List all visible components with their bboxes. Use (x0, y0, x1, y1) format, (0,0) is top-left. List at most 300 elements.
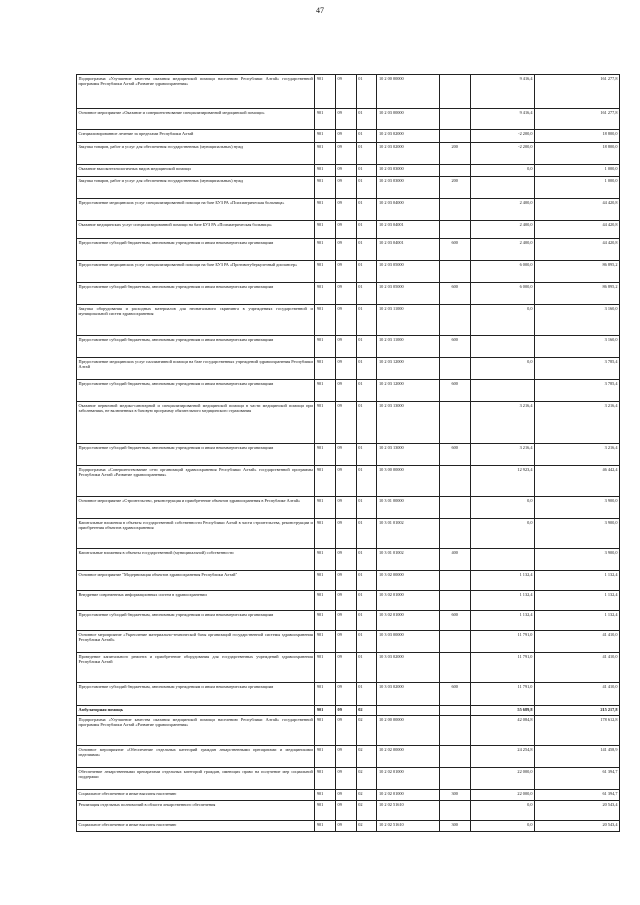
row-section-cell: 09 (336, 768, 357, 790)
row-expense-type-cell: 600 (439, 444, 470, 466)
table-row (77, 549, 620, 571)
row-expense-type-cell (439, 519, 470, 549)
row-change-amount-cell: 9 416,4 (470, 75, 534, 109)
row-total-amount-cell: 41 410,0 (534, 683, 619, 706)
row-subsection-cell: 01 (356, 109, 377, 130)
row-ministry-code-cell: 901 (315, 466, 336, 497)
row-total-amount-cell: 3 900,0 (534, 519, 619, 549)
row-expense-type-cell (439, 706, 470, 716)
row-section-cell: 09 (336, 380, 357, 402)
row-target-article-cell: 10 2 02 51610 (377, 801, 439, 821)
row-total-amount-cell: 20 543,4 (534, 821, 619, 832)
row-ministry-code-cell: 901 (315, 801, 336, 821)
row-total-amount-cell: 1 000,0 (534, 177, 619, 199)
row-ministry-code-cell: 901 (315, 358, 336, 380)
table-row (77, 768, 620, 790)
row-subsection-cell: 01 (356, 239, 377, 261)
row-section-cell: 09 (336, 591, 357, 611)
table-row (77, 821, 620, 832)
row-section-cell: 09 (336, 165, 357, 177)
row-total-amount-cell: 86 895,2 (534, 283, 619, 305)
table-row (77, 165, 620, 177)
row-total-amount-cell: 3 785,4 (534, 380, 619, 402)
row-subsection-cell: 01 (356, 305, 377, 336)
table-row (77, 611, 620, 631)
row-target-article-cell: 10 2 03 04001 (377, 221, 439, 239)
row-section-cell: 09 (336, 549, 357, 571)
row-target-article-cell: 10 3 00 00000 (377, 466, 439, 497)
row-subsection-cell: 01 (356, 444, 377, 466)
table-row (77, 653, 620, 683)
row-total-amount-cell: 3 900,0 (534, 497, 619, 519)
row-change-amount-cell: -2 200,0 (470, 130, 534, 143)
row-target-article-cell: 10 2 02 00000 (377, 746, 439, 768)
row-total-amount-cell: 215 217,8 (534, 706, 619, 716)
row-name-cell: Предоставление субсидий бюджетным, автономным учреждениям и иным некоммерческим организациям (77, 380, 315, 402)
row-expense-type-cell (439, 402, 470, 444)
row-section-cell: 09 (336, 519, 357, 549)
table-row (77, 571, 620, 591)
row-change-amount-cell: 11 791,0 (470, 683, 534, 706)
row-subsection-cell: 01 (356, 143, 377, 165)
row-change-amount-cell: 1 132,4 (470, 611, 534, 631)
row-target-article-cell: 10 2 03 02000 (377, 143, 439, 165)
row-target-article-cell: 10 2 03 05000 (377, 261, 439, 283)
row-total-amount-cell: 3 785,4 (534, 358, 619, 380)
row-target-article-cell: 10 3 01 01002 (377, 519, 439, 549)
row-name-cell: Внедрение современных информационных систем в здравоохранении (77, 591, 315, 611)
row-change-amount-cell: 3 216,4 (470, 402, 534, 444)
page-number: 47 (316, 6, 324, 15)
row-ministry-code-cell: 901 (315, 706, 336, 716)
row-expense-type-cell: 600 (439, 380, 470, 402)
row-ministry-code-cell: 901 (315, 716, 336, 746)
row-name-cell: Основное мероприятие «Строительство, реконструкция и приобретение объектов здравоохранения в Республике Алтай» (77, 497, 315, 519)
row-section-cell: 09 (336, 683, 357, 706)
row-section-cell: 09 (336, 261, 357, 283)
row-subsection-cell: 02 (356, 746, 377, 768)
row-ministry-code-cell: 901 (315, 239, 336, 261)
row-name-cell: Проведение капитального ремонта и приобретение оборудования для государственных учреждений здравоохранения Республики Алтай (77, 653, 315, 683)
row-ministry-code-cell: 901 (315, 199, 336, 221)
row-subsection-cell: 02 (356, 768, 377, 790)
row-ministry-code-cell: 901 (315, 75, 336, 109)
row-total-amount-cell: 41 410,0 (534, 631, 619, 653)
row-ministry-code-cell: 901 (315, 746, 336, 768)
table-row (77, 109, 620, 130)
row-name-cell: Закупка товаров, работ и услуг для обеспечения государственных (муниципальных) нужд (77, 177, 315, 199)
row-change-amount-cell: 0,0 (470, 801, 534, 821)
row-expense-type-cell (439, 75, 470, 109)
row-expense-type-cell (439, 261, 470, 283)
row-target-article-cell: 10 2 03 03000 (377, 177, 439, 199)
row-section-cell: 09 (336, 130, 357, 143)
row-target-article-cell: 10 2 00 00000 (377, 716, 439, 746)
row-expense-type-cell: 200 (439, 177, 470, 199)
row-change-amount-cell: 42 084,8 (470, 716, 534, 746)
table-row (77, 75, 620, 109)
row-subsection-cell: 01 (356, 165, 377, 177)
table-row (77, 283, 620, 305)
table-row (77, 261, 620, 283)
row-subsection-cell: 01 (356, 653, 377, 683)
row-change-amount-cell: 22 000,0 (470, 768, 534, 790)
table-row (77, 143, 620, 165)
row-ministry-code-cell: 901 (315, 571, 336, 591)
row-subsection-cell: 02 (356, 821, 377, 832)
row-change-amount-cell: 0,0 (470, 305, 534, 336)
row-expense-type-cell: 600 (439, 283, 470, 305)
row-ministry-code-cell: 901 (315, 261, 336, 283)
row-expense-type-cell (439, 768, 470, 790)
row-section-cell: 09 (336, 571, 357, 591)
row-target-article-cell: 10 2 03 04000 (377, 199, 439, 221)
row-expense-type-cell (439, 109, 470, 130)
row-subsection-cell: 01 (356, 358, 377, 380)
table-row (77, 706, 620, 716)
row-ministry-code-cell: 901 (315, 653, 336, 683)
row-change-amount-cell: 2 400,0 (470, 239, 534, 261)
row-name-cell: Оказание медицинских услуг специализированной помощи на базе БУЗ РА «Психиатрическая больница» (77, 221, 315, 239)
row-section-cell: 09 (336, 631, 357, 653)
row-expense-type-cell: 600 (439, 683, 470, 706)
row-name-cell: Предоставление субсидий бюджетным, автономным учреждениям и иным некоммерческим организациям (77, 336, 315, 358)
table-row (77, 239, 620, 261)
row-name-cell: Подпрограмма «Совершенствование сети организаций здравоохранения Республики Алтай» государственной программы Республики Алтай «Развитие здравоохранения» (77, 466, 315, 497)
row-total-amount-cell: 20 543,4 (534, 801, 619, 821)
row-expense-type-cell (439, 631, 470, 653)
row-ministry-code-cell: 901 (315, 444, 336, 466)
row-ministry-code-cell: 901 (315, 177, 336, 199)
row-section-cell: 09 (336, 75, 357, 109)
table-row (77, 380, 620, 402)
row-change-amount-cell: 0,0 (470, 497, 534, 519)
row-section-cell: 09 (336, 221, 357, 239)
row-target-article-cell: 10 2 03 11000 (377, 336, 439, 358)
row-section-cell: 09 (336, 143, 357, 165)
row-name-cell: Подпрограмма «Улучшение качества оказания медицинской помощи населению Республики Алтай» государственной программы Республики Алтай «Развитие здравоохранения» (77, 716, 315, 746)
row-subsection-cell: 01 (356, 591, 377, 611)
row-subsection-cell: 01 (356, 549, 377, 571)
row-target-article-cell: 10 2 03 13000 (377, 402, 439, 444)
table-row (77, 790, 620, 801)
row-change-amount-cell: 24 254,8 (470, 746, 534, 768)
row-ministry-code-cell: 901 (315, 109, 336, 130)
row-change-amount-cell: 22 000,0 (470, 790, 534, 801)
row-total-amount-cell: 1 132,4 (534, 611, 619, 631)
row-target-article-cell: 10 3 02 01000 (377, 591, 439, 611)
row-name-cell: Основное мероприятие «Оказание и совершенствование специализированной медицинской помощи» (77, 109, 315, 130)
row-total-amount-cell: 18 800,0 (534, 143, 619, 165)
row-total-amount-cell: 3 216,4 (534, 444, 619, 466)
row-change-amount-cell: 1 132,4 (470, 591, 534, 611)
row-subsection-cell: 01 (356, 402, 377, 444)
row-name-cell: Основное мероприятие «Обеспечение отдельных категорий граждан лекарственными препаратами и медицинскими изделиями» (77, 746, 315, 768)
row-subsection-cell: 02 (356, 706, 377, 716)
row-target-article-cell: 10 3 02 00000 (377, 571, 439, 591)
row-change-amount-cell: 11 791,0 (470, 653, 534, 683)
row-ministry-code-cell: 901 (315, 165, 336, 177)
table-row (77, 199, 620, 221)
row-expense-type-cell: 400 (439, 549, 470, 571)
row-section-cell: 09 (336, 716, 357, 746)
row-name-cell: Социальное обеспечение и иные выплаты населению (77, 790, 315, 801)
row-name-cell: Закупка оборудования и расходных материалов для неонатального скрининга в учреждениях государственной и муниципальной систем здравоохранения (77, 305, 315, 336)
row-expense-type-cell (439, 221, 470, 239)
row-total-amount-cell: 44 420,8 (534, 221, 619, 239)
row-section-cell: 09 (336, 801, 357, 821)
row-section-cell: 09 (336, 358, 357, 380)
row-subsection-cell: 01 (356, 571, 377, 591)
row-name-cell: Оказание первичной медико-санитарной и специализированной медицинской помощи в части медицинской помощи при заболеваниях, не включенных в базовую программу обязательного медицинского страхования (77, 402, 315, 444)
row-expense-type-cell: 600 (439, 336, 470, 358)
table-row (77, 519, 620, 549)
row-change-amount-cell (470, 336, 534, 358)
row-target-article-cell: 10 2 03 11000 (377, 305, 439, 336)
row-total-amount-cell: 61 394,7 (534, 790, 619, 801)
table-row (77, 221, 620, 239)
row-subsection-cell: 02 (356, 790, 377, 801)
row-section-cell: 09 (336, 305, 357, 336)
row-name-cell: Подпрограмма «Улучшение качества оказания медицинской помощи населению Республики Алтай» государственной программы Республики Алтай «Развитие здравоохранения» (77, 75, 315, 109)
row-section-cell: 09 (336, 177, 357, 199)
row-target-article-cell: 10 2 03 02000 (377, 130, 439, 143)
row-name-cell: Специализированное лечение за пределами Республики Алтай (77, 130, 315, 143)
row-section-cell: 09 (336, 402, 357, 444)
row-target-article-cell (377, 706, 439, 716)
row-total-amount-cell: 61 394,7 (534, 768, 619, 790)
row-name-cell: Предоставление субсидий бюджетным, автономным учреждениям и иным некоммерческим организациям (77, 611, 315, 631)
row-name-cell: Предоставление медицинских услуг паллиативной помощи на базе государственных учреждений здравоохранения Республики Алтай (77, 358, 315, 380)
row-section-cell: 09 (336, 283, 357, 305)
row-subsection-cell: 01 (356, 519, 377, 549)
row-ministry-code-cell: 901 (315, 549, 336, 571)
row-target-article-cell: 10 2 02 51610 (377, 821, 439, 832)
row-target-article-cell: 10 2 03 12000 (377, 380, 439, 402)
row-change-amount-cell: 0,0 (470, 358, 534, 380)
row-subsection-cell: 01 (356, 221, 377, 239)
table-row (77, 591, 620, 611)
row-expense-type-cell (439, 653, 470, 683)
row-change-amount-cell: 6 000,0 (470, 261, 534, 283)
row-total-amount-cell: 161 277,8 (534, 75, 619, 109)
budget-table (76, 74, 620, 832)
row-ministry-code-cell: 901 (315, 130, 336, 143)
row-section-cell: 09 (336, 497, 357, 519)
row-subsection-cell: 01 (356, 380, 377, 402)
row-total-amount-cell: 1 132,4 (534, 571, 619, 591)
row-section-cell: 09 (336, 790, 357, 801)
table-row (77, 444, 620, 466)
row-expense-type-cell: 600 (439, 239, 470, 261)
table-row (77, 746, 620, 768)
row-change-amount-cell: 3 216,4 (470, 444, 534, 466)
row-target-article-cell: 10 2 03 03000 (377, 165, 439, 177)
table-row (77, 716, 620, 746)
row-subsection-cell: 01 (356, 177, 377, 199)
row-ministry-code-cell: 901 (315, 611, 336, 631)
row-change-amount-cell: 2 400,0 (470, 199, 534, 221)
row-name-cell: Предоставление субсидий бюджетным, автономным учреждениям и иным некоммерческим организациям (77, 444, 315, 466)
row-section-cell: 09 (336, 706, 357, 716)
row-expense-type-cell (439, 716, 470, 746)
table-row (77, 497, 620, 519)
row-name-cell: Амбулаторная помощь (77, 706, 315, 716)
row-change-amount-cell: 55 689,8 (470, 706, 534, 716)
row-target-article-cell: 10 2 02 01000 (377, 768, 439, 790)
row-ministry-code-cell: 901 (315, 336, 336, 358)
row-ministry-code-cell: 901 (315, 305, 336, 336)
row-ministry-code-cell: 901 (315, 821, 336, 832)
row-subsection-cell: 01 (356, 631, 377, 653)
row-total-amount-cell: 44 420,8 (534, 239, 619, 261)
row-change-amount-cell (470, 380, 534, 402)
row-subsection-cell: 01 (356, 130, 377, 143)
row-subsection-cell: 01 (356, 261, 377, 283)
row-total-amount-cell: 18 800,0 (534, 130, 619, 143)
row-expense-type-cell (439, 199, 470, 221)
row-expense-type-cell: 300 (439, 821, 470, 832)
row-target-article-cell: 10 2 02 01000 (377, 790, 439, 801)
row-name-cell: Основное мероприятие «Укрепление материально-технической базы организаций государственной системы здравоохранения Республики Алтай» (77, 631, 315, 653)
row-name-cell: Предоставление субсидий бюджетным, автономным учреждениям и иным некоммерческим организациям (77, 283, 315, 305)
row-subsection-cell: 01 (356, 683, 377, 706)
table-row (77, 336, 620, 358)
row-target-article-cell: 10 3 03 02000 (377, 653, 439, 683)
row-ministry-code-cell: 901 (315, 283, 336, 305)
row-subsection-cell: 01 (356, 611, 377, 631)
row-subsection-cell: 01 (356, 283, 377, 305)
row-ministry-code-cell: 901 (315, 380, 336, 402)
row-total-amount-cell: 86 895,2 (534, 261, 619, 283)
row-total-amount-cell: 1 000,0 (534, 165, 619, 177)
row-ministry-code-cell: 901 (315, 143, 336, 165)
row-expense-type-cell: 200 (439, 143, 470, 165)
row-section-cell: 09 (336, 239, 357, 261)
table-row (77, 130, 620, 143)
row-expense-type-cell (439, 358, 470, 380)
row-expense-type-cell (439, 466, 470, 497)
table-row (77, 358, 620, 380)
row-section-cell: 09 (336, 653, 357, 683)
row-expense-type-cell (439, 130, 470, 143)
row-subsection-cell: 01 (356, 466, 377, 497)
row-section-cell: 09 (336, 746, 357, 768)
table-row (77, 177, 620, 199)
row-name-cell: Капитальные вложения в объекты государственной собственности Республики Алтай в части строительства, реконструкции и приобретения объектов здравоохранения (77, 519, 315, 549)
row-target-article-cell: 10 3 03 02000 (377, 683, 439, 706)
row-change-amount-cell: 6 000,0 (470, 283, 534, 305)
table-row (77, 466, 620, 497)
row-name-cell: Социальное обеспечение и иные выплаты населению (77, 821, 315, 832)
row-expense-type-cell (439, 801, 470, 821)
row-subsection-cell: 01 (356, 75, 377, 109)
row-subsection-cell: 02 (356, 801, 377, 821)
row-name-cell: Оказание высокотехнологичных видов медицинской помощи (77, 165, 315, 177)
row-total-amount-cell: 178 612,8 (534, 716, 619, 746)
row-target-article-cell: 10 3 02 01000 (377, 611, 439, 631)
row-total-amount-cell: 3 216,4 (534, 402, 619, 444)
row-total-amount-cell: 41 410,0 (534, 653, 619, 683)
row-section-cell: 09 (336, 444, 357, 466)
row-change-amount-cell (470, 549, 534, 571)
row-name-cell: Основное мероприятие "Модернизация объектов здравоохранения Республики Алтай" (77, 571, 315, 591)
row-total-amount-cell: 3 900,0 (534, 549, 619, 571)
row-name-cell: Предоставление субсидий бюджетным, автономным учреждениям и иным некоммерческим организациям (77, 239, 315, 261)
row-name-cell: Обеспечение лекарственными препаратами отдельных категорий граждан, имеющих право на получение мер социальной поддержки (77, 768, 315, 790)
row-change-amount-cell: 0,0 (470, 519, 534, 549)
row-target-article-cell: 10 2 03 12000 (377, 358, 439, 380)
row-total-amount-cell: 161 277,8 (534, 109, 619, 130)
row-target-article-cell: 10 2 03 13000 (377, 444, 439, 466)
row-section-cell: 09 (336, 109, 357, 130)
row-total-amount-cell: 3 160,0 (534, 336, 619, 358)
row-name-cell: Предоставление медицинских услуг специализированной помощи на базе БУЗ РА «Противотуберкулезный диспансер» (77, 261, 315, 283)
row-total-amount-cell: 3 160,0 (534, 305, 619, 336)
row-change-amount-cell: 11 791,0 (470, 631, 534, 653)
row-change-amount-cell: 0,0 (470, 821, 534, 832)
row-change-amount-cell (470, 177, 534, 199)
row-name-cell: Предоставление медицинских услуг специализированной помощи на базе БУЗ РА «Психиатрическая больница» (77, 199, 315, 221)
row-target-article-cell: 10 2 00 00000 (377, 75, 439, 109)
row-ministry-code-cell: 901 (315, 790, 336, 801)
row-name-cell: Реализация отдельных полномочий в области лекарственного обеспечения (77, 801, 315, 821)
table-row (77, 402, 620, 444)
budget-table-body (77, 75, 620, 832)
table-row (77, 801, 620, 821)
row-expense-type-cell (439, 591, 470, 611)
row-section-cell: 09 (336, 466, 357, 497)
row-change-amount-cell: 0,0 (470, 165, 534, 177)
row-subsection-cell: 02 (356, 716, 377, 746)
row-expense-type-cell (439, 305, 470, 336)
row-ministry-code-cell: 901 (315, 221, 336, 239)
row-total-amount-cell: 141 458,9 (534, 746, 619, 768)
row-target-article-cell: 10 3 01 00000 (377, 497, 439, 519)
row-name-cell: Предоставление субсидий бюджетным, автономным учреждениям и иным некоммерческим организациям (77, 683, 315, 706)
row-target-article-cell: 10 2 03 04001 (377, 239, 439, 261)
row-ministry-code-cell: 901 (315, 519, 336, 549)
table-row (77, 631, 620, 653)
row-total-amount-cell: 44 420,8 (534, 199, 619, 221)
row-target-article-cell: 10 3 03 00000 (377, 631, 439, 653)
table-row (77, 305, 620, 336)
row-section-cell: 09 (336, 199, 357, 221)
row-subsection-cell: 01 (356, 199, 377, 221)
row-total-amount-cell: 1 132,4 (534, 591, 619, 611)
row-section-cell: 09 (336, 611, 357, 631)
row-target-article-cell: 10 2 03 00000 (377, 109, 439, 130)
row-expense-type-cell (439, 746, 470, 768)
row-target-article-cell: 10 2 03 05000 (377, 283, 439, 305)
row-name-cell: Закупка товаров, работ и услуг для обеспечения государственных (муниципальных) нужд (77, 143, 315, 165)
row-target-article-cell: 10 3 01 01002 (377, 549, 439, 571)
row-name-cell: Капитальные вложения в объекты государственной (муниципальной) собственности (77, 549, 315, 571)
row-ministry-code-cell: 901 (315, 402, 336, 444)
row-expense-type-cell (439, 497, 470, 519)
row-section-cell: 09 (336, 821, 357, 832)
row-ministry-code-cell: 901 (315, 683, 336, 706)
row-change-amount-cell: 1 132,4 (470, 571, 534, 591)
row-section-cell: 09 (336, 336, 357, 358)
row-ministry-code-cell: 901 (315, 768, 336, 790)
row-change-amount-cell: -2 200,0 (470, 143, 534, 165)
row-change-amount-cell: 9 416,4 (470, 109, 534, 130)
row-subsection-cell: 01 (356, 336, 377, 358)
row-ministry-code-cell: 901 (315, 591, 336, 611)
row-expense-type-cell (439, 571, 470, 591)
row-change-amount-cell: 2 400,0 (470, 221, 534, 239)
